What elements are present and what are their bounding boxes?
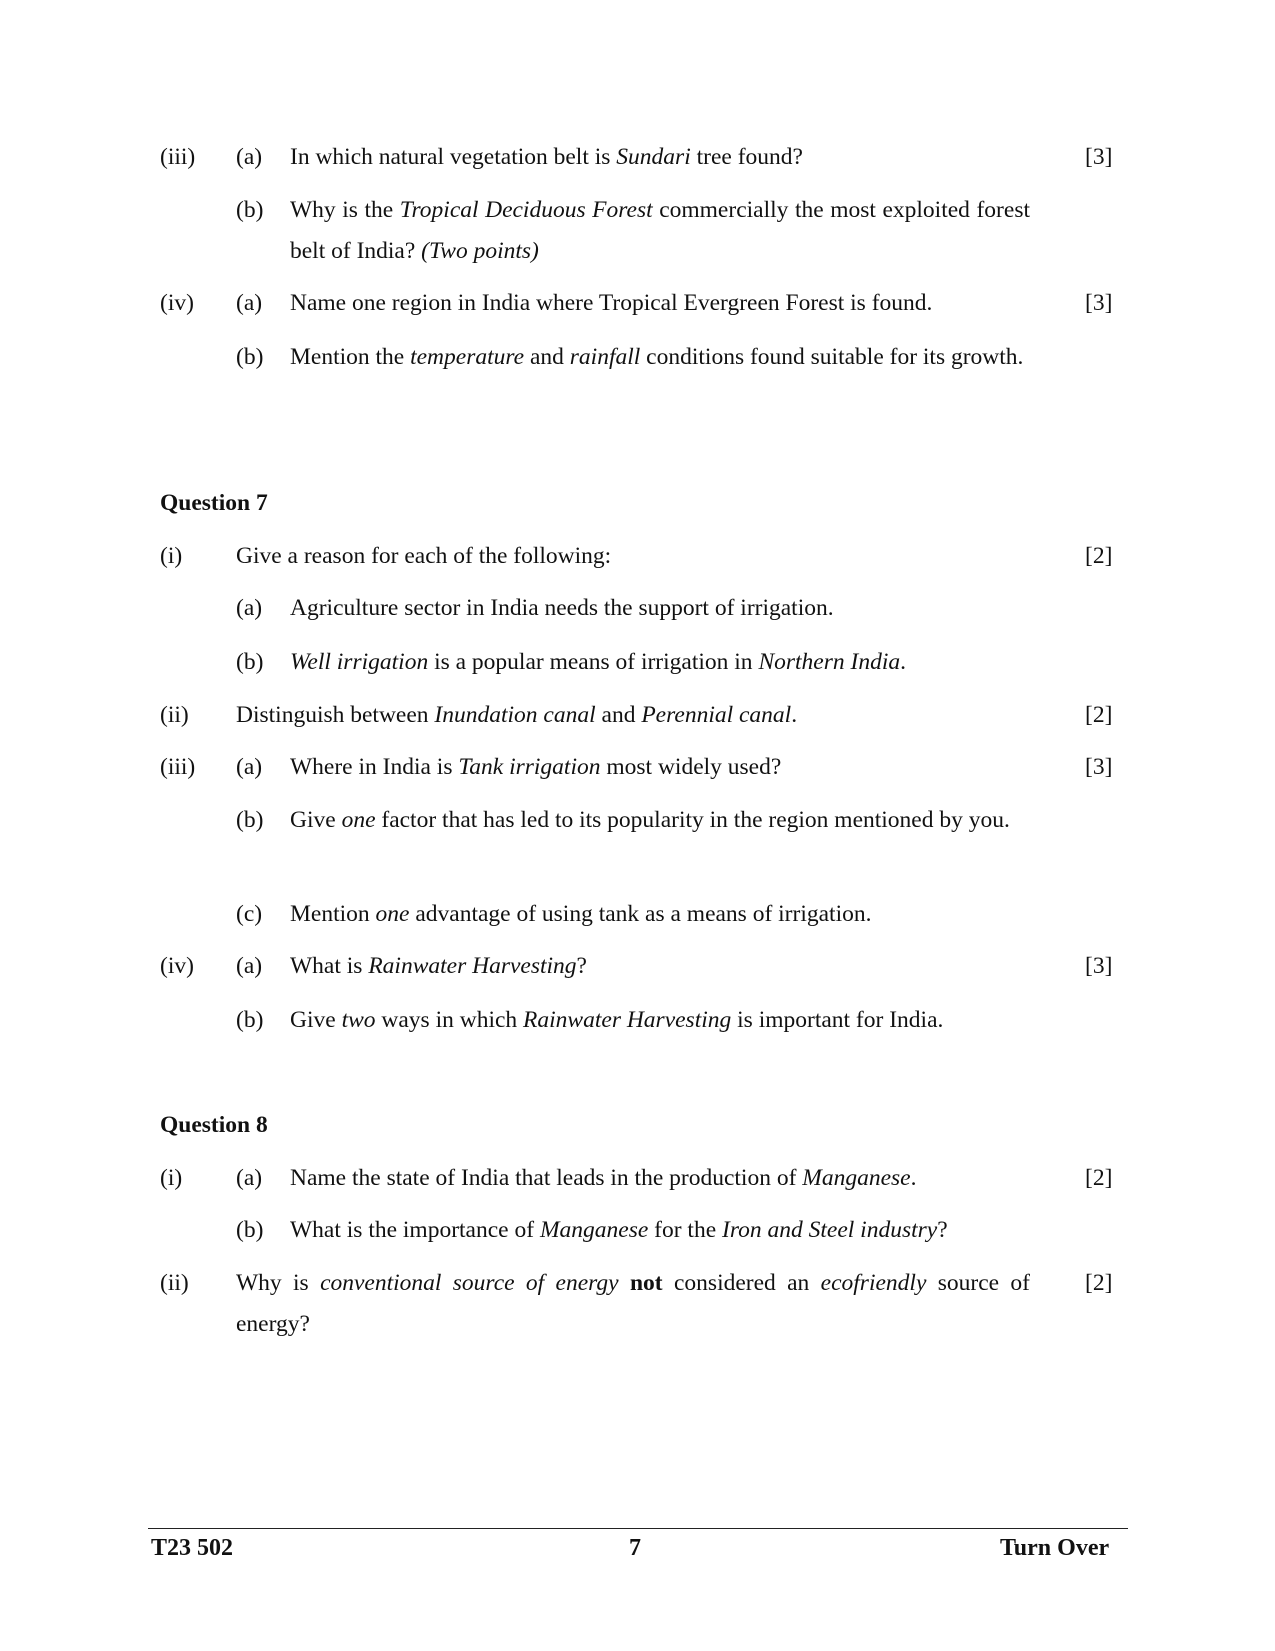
item-subpart: (a) (236, 144, 263, 170)
item-subpart: (b) (236, 649, 264, 675)
emphasis-text: Inundation canal (434, 702, 596, 728)
question-text (236, 536, 1030, 577)
emphasis-text: Rainwater Harvesting (523, 1007, 732, 1033)
text-run: . (900, 649, 906, 675)
item-number: (ii) (160, 1270, 189, 1296)
question-text (290, 1000, 1030, 1041)
question-text (236, 1263, 1030, 1345)
item-number: (iii) (160, 144, 196, 170)
question-text (290, 137, 1030, 178)
marks-label: [2] (1085, 1165, 1113, 1191)
text-run: Why is (236, 1270, 321, 1296)
item-number: (iv) (160, 290, 194, 316)
text-run: ? (576, 953, 587, 979)
emphasis-text: one (341, 807, 376, 833)
text-run: for the (648, 1217, 723, 1243)
item-subpart: (b) (236, 344, 264, 370)
emphasis-text: two (341, 1007, 376, 1033)
text-run: Distinguish between (236, 702, 435, 728)
text-run: Mention (290, 901, 376, 927)
text-run: What is (290, 953, 369, 979)
text-run: factor that has led to its popularity in the region mentioned by you. (375, 807, 1010, 833)
text-run: Why is the (290, 197, 400, 223)
text-run: Name one region in India where Tropical Evergreen Forest is found. (290, 290, 933, 316)
question-text (236, 695, 1030, 736)
bold-text: not (629, 1270, 663, 1296)
item-subpart: (b) (236, 197, 264, 223)
emphasis-text: (Two points) (421, 238, 539, 264)
marks-label: [3] (1085, 953, 1113, 979)
emphasis-text: Manganese (539, 1217, 649, 1243)
text-run: What is the importance of (290, 1217, 540, 1243)
text-run: advantage of using tank as a means of irrigation. (409, 901, 872, 927)
text-run: most widely used? (600, 754, 782, 780)
text-run: conditions found suitable for its growth. (640, 344, 1024, 370)
paper-code: T23 502 (151, 1535, 234, 1561)
item-subpart: (b) (236, 1007, 264, 1033)
text-run: and (595, 702, 642, 728)
text-run: . (910, 1165, 917, 1191)
text-run: Where in India is (290, 754, 459, 780)
emphasis-text: Northern India (758, 649, 901, 675)
text-run: considered an (662, 1270, 821, 1296)
item-subpart: (b) (236, 1217, 264, 1243)
emphasis-text: conventional source of energy (320, 1270, 619, 1296)
item-subpart: (b) (236, 807, 264, 833)
marks-label: [2] (1085, 543, 1113, 569)
text-run: Mention the (290, 344, 411, 370)
text-run: Give (290, 807, 342, 833)
marks-label: [3] (1085, 144, 1113, 170)
text-run: source of energy? (236, 1270, 1030, 1337)
text-run: Name the state of India that leads in the production of (290, 1165, 803, 1191)
question-text (290, 588, 1030, 629)
text-run: ways in which (375, 1007, 524, 1033)
emphasis-text: temperature (410, 344, 525, 370)
text-run: and (524, 344, 570, 370)
emphasis-text: Rainwater Harvesting (368, 953, 577, 979)
item-number: (i) (160, 1165, 183, 1191)
page-number: 7 (629, 1535, 641, 1561)
emphasis-text: Iron and Steel industry (722, 1217, 938, 1243)
emphasis-text: Perennial canal (641, 702, 792, 728)
emphasis-text: Tropical Deciduous Forest (399, 197, 653, 223)
question-text (290, 190, 1030, 272)
emphasis-text: one (375, 901, 410, 927)
text-run: ? (937, 1217, 948, 1243)
emphasis-text: Tank irrigation (458, 754, 601, 780)
text-run: Agriculture sector in India needs the support of irrigation. (290, 595, 834, 621)
marks-label: [2] (1085, 1270, 1113, 1296)
item-subpart: (a) (236, 1165, 263, 1191)
item-subpart: (a) (236, 754, 263, 780)
text-run: commercially the most exploited forest belt of India? (290, 197, 1030, 264)
question-heading: Question 7 (160, 490, 268, 516)
item-number: (ii) (160, 702, 189, 728)
emphasis-text: Sundari (616, 144, 691, 170)
question-text (290, 337, 1030, 378)
question-text (290, 894, 1030, 935)
emphasis-text: rainfall (569, 344, 641, 370)
marks-label: [2] (1085, 702, 1113, 728)
item-number: (iv) (160, 953, 194, 979)
text-run: is a popular means of irrigation in (428, 649, 759, 675)
emphasis-text: Well irrigation (290, 649, 429, 675)
text-run (619, 1270, 630, 1296)
question-text (290, 1210, 1030, 1251)
question-text (290, 747, 1030, 788)
question-text (290, 800, 1030, 841)
marks-label: [3] (1085, 754, 1113, 780)
item-subpart: (a) (236, 595, 263, 621)
question-text (290, 946, 1030, 987)
text-run: tree found? (690, 144, 803, 170)
turn-over-label: Turn Over (1000, 1535, 1110, 1561)
item-subpart: (a) (236, 290, 263, 316)
emphasis-text: ecofriendly (820, 1270, 927, 1296)
question-text (290, 283, 1030, 324)
text-run: In which natural vegetation belt is (290, 144, 617, 170)
emphasis-text: Manganese (802, 1165, 911, 1191)
question-heading: Question 8 (160, 1112, 268, 1138)
text-run: Give (290, 1007, 342, 1033)
item-number: (i) (160, 543, 183, 569)
item-number: (iii) (160, 754, 196, 780)
question-text (290, 642, 1030, 683)
item-subpart: (c) (236, 901, 263, 927)
text-run: Give a reason for each of the following: (236, 543, 612, 569)
question-text (290, 1158, 1030, 1199)
marks-label: [3] (1085, 290, 1113, 316)
footer-divider (148, 1528, 1128, 1529)
item-subpart: (a) (236, 953, 263, 979)
text-run: is important for India. (731, 1007, 944, 1033)
text-run: . (791, 702, 798, 728)
